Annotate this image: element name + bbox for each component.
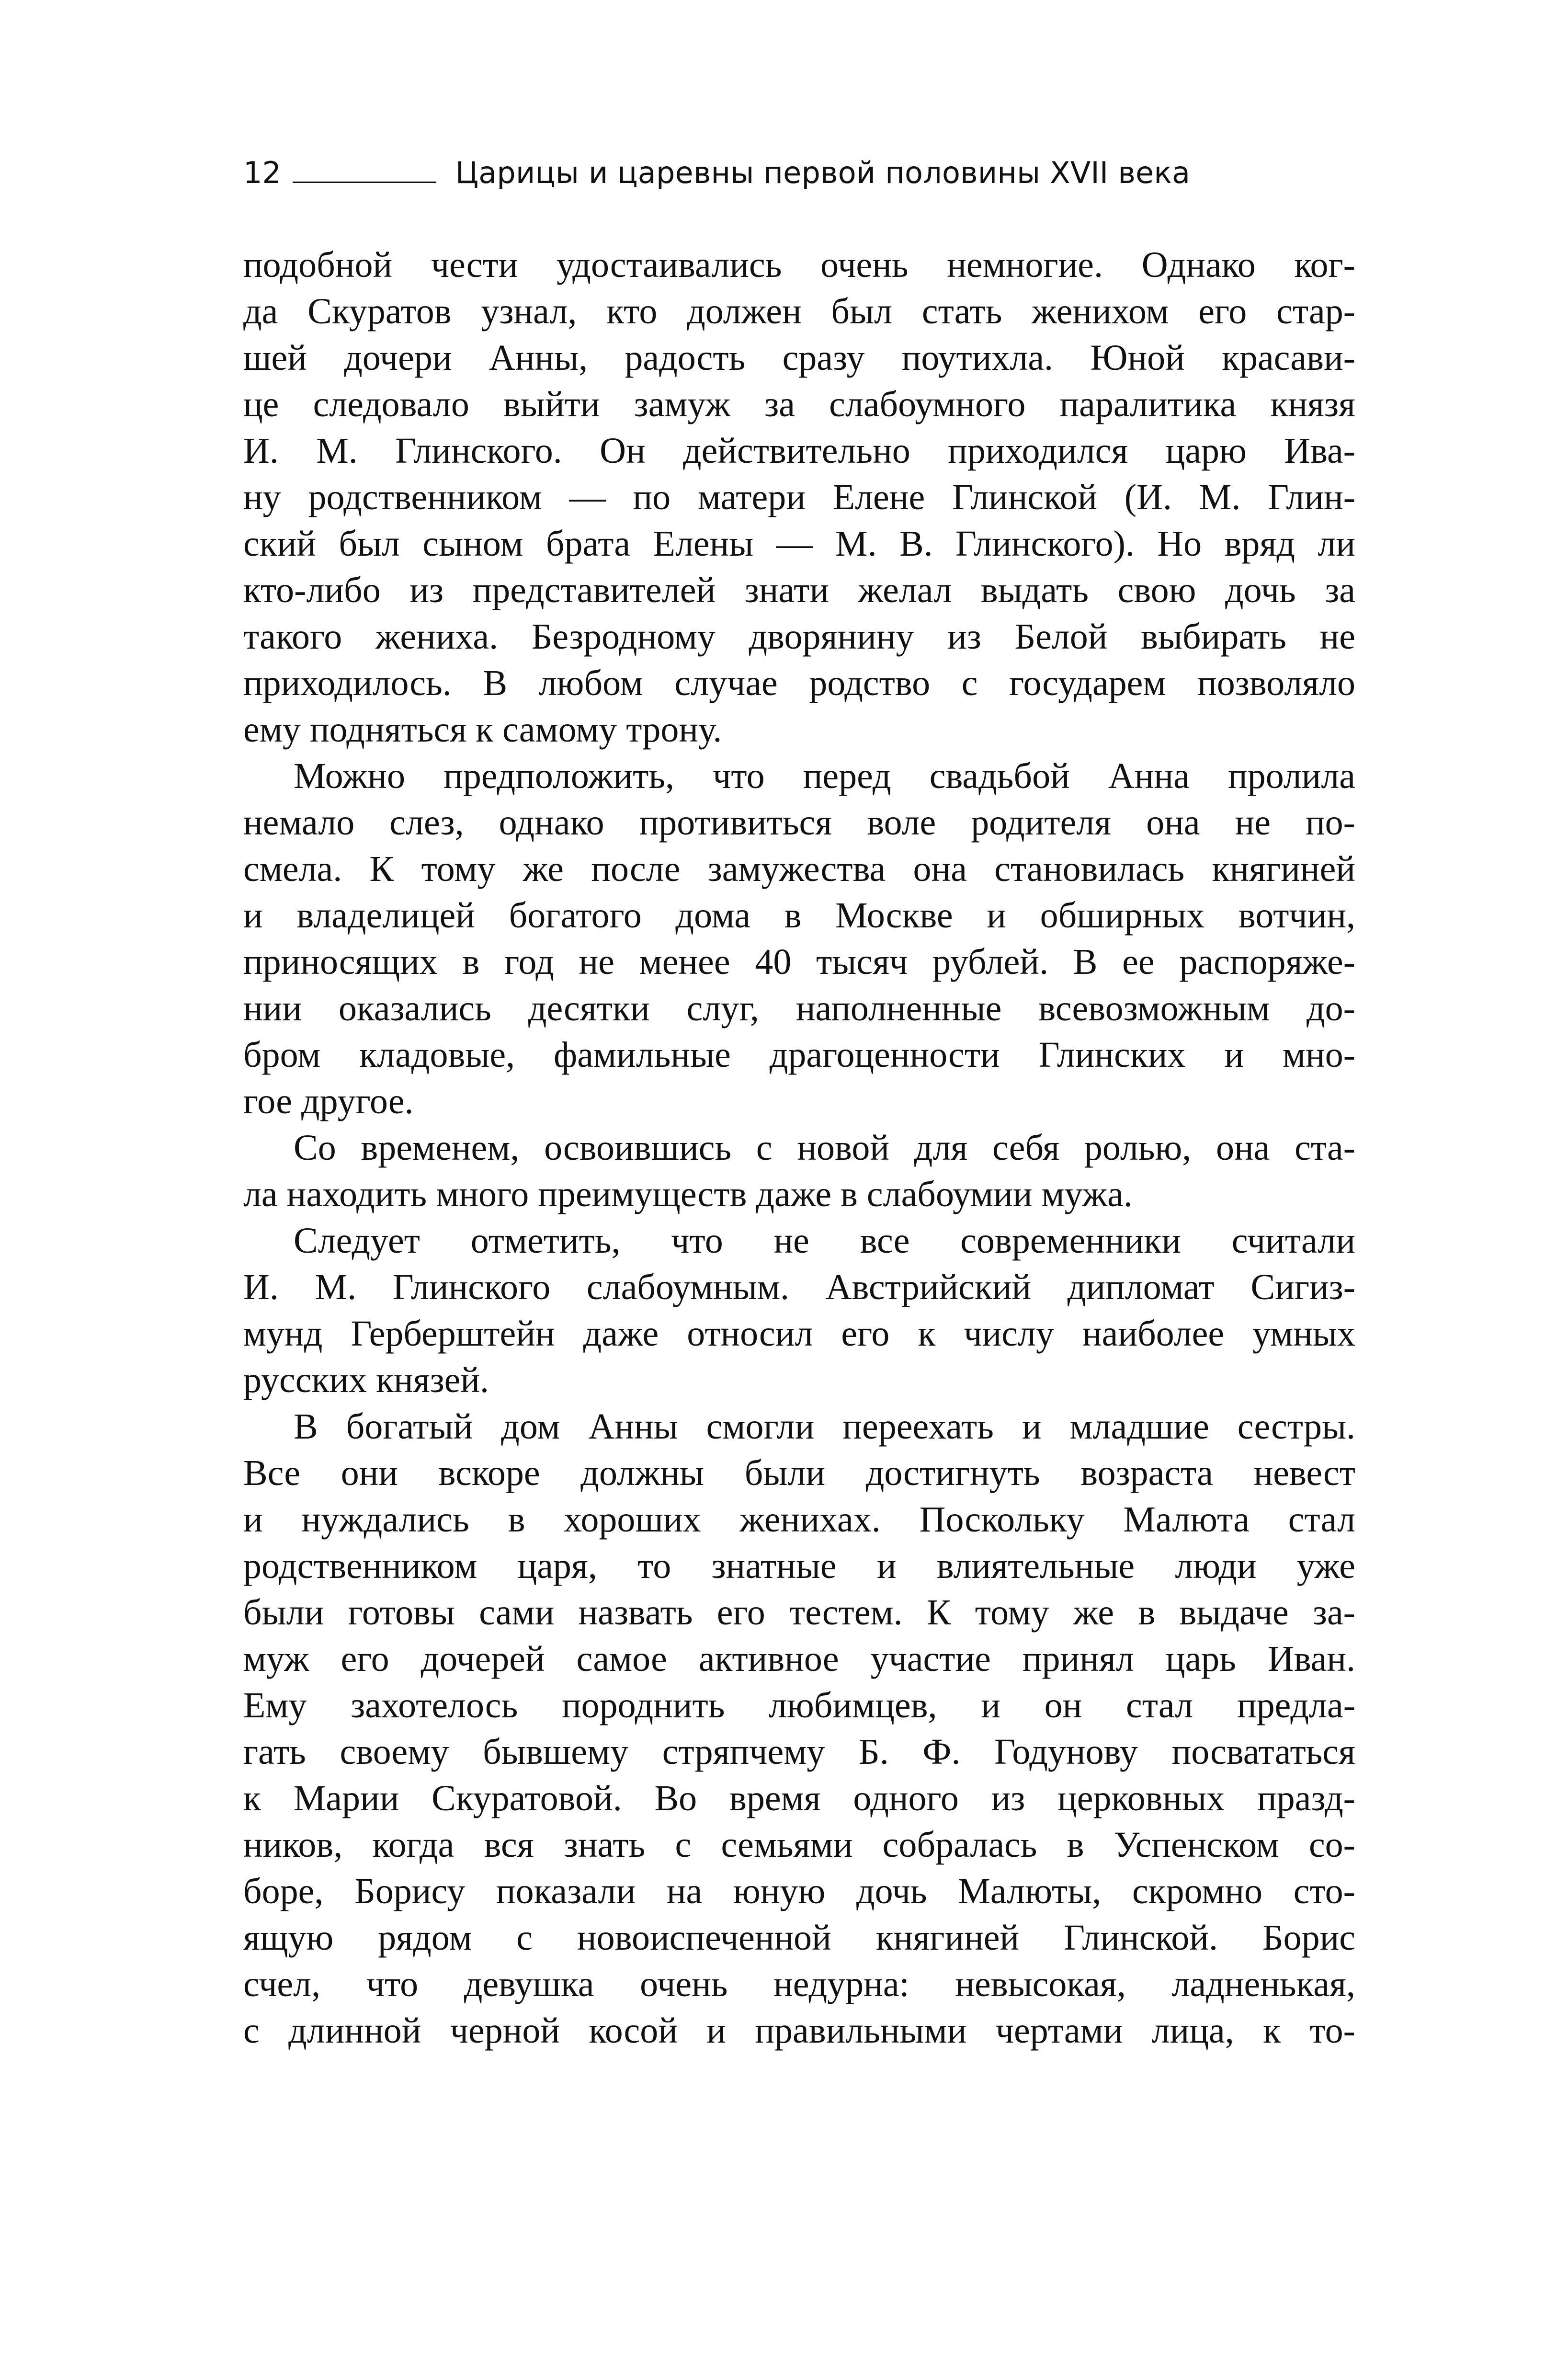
- text-line: нии оказались десятки слуг, наполненные всевозможным до-: [243, 988, 1355, 1028]
- text-line: И. М. Глинского слабоумным. Австрийский дипломат Сигиз-: [243, 1267, 1355, 1307]
- text-line: це следовало выйти замуж за слабоумного паралитика князя: [243, 384, 1355, 424]
- text-line: ему подняться к самому трону.: [243, 709, 722, 750]
- text-line: ящую рядом с новоиспеченной княгиней Глинской. Борис: [243, 1918, 1355, 1958]
- text-line: были готовы сами назвать его тестем. К тому же в выдаче за-: [243, 1592, 1355, 1633]
- header-rule: [293, 182, 436, 183]
- text-line: Следует отметить, что не все современники считали: [294, 1221, 1355, 1261]
- text-line: приносящих в год не менее 40 тысяч рублей. В ее распоряже-: [243, 942, 1355, 982]
- text-line: и владелицей богатого дома в Москве и обширных вотчин,: [243, 895, 1355, 936]
- text-line: Со временем, освоившись с новой для себя ролью, она ста-: [294, 1128, 1355, 1168]
- text-line: Ему захотелось породнить любимцев, и он стал предла-: [243, 1685, 1355, 1725]
- text-line: ну родственником — по матери Елене Глинской (И. М. Глин-: [243, 477, 1355, 517]
- text-line: И. М. Глинского. Он действительно приходился царю Ива-: [243, 431, 1355, 471]
- text-line: и нуждались в хороших женихах. Поскольку Малюта стал: [243, 1499, 1355, 1540]
- text-line: шей дочери Анны, радость сразу поутихла. Юной красави-: [243, 338, 1355, 378]
- text-line: к Марии Скуратовой. Во время одного из церковных празд-: [243, 1778, 1355, 1818]
- text-line: приходилось. В любом случае родство с государем позволяло: [243, 663, 1355, 703]
- text-line: такого жениха. Безродному дворянину из Белой выбирать не: [243, 617, 1355, 657]
- text-line: В богатый дом Анны смогли переехать и младшие сестры.: [294, 1406, 1355, 1447]
- page-number: 12: [243, 155, 281, 190]
- paragraph: [243, 242, 1355, 753]
- running-title: Царицы и царевны первой половины XVII века: [455, 155, 1191, 190]
- paragraph: [243, 1218, 1355, 1404]
- text-line: гое другое.: [243, 1081, 414, 1121]
- text-line: подобной чести удостаивались очень немногие. Однако ког-: [243, 245, 1355, 285]
- text-line: кто-либо из представителей знати желал выдать свою дочь за: [243, 570, 1355, 610]
- text-line: Все они вскоре должны были достигнуть возраста невест: [243, 1453, 1355, 1493]
- text-line: да Скуратов узнал, кто должен был стать женихом его стар-: [243, 291, 1355, 331]
- text-line: Можно предположить, что перед свадьбой Анна пролила: [294, 756, 1355, 796]
- text-line: смела. К тому же после замужества она становилась княгиней: [243, 849, 1355, 889]
- paragraph: [243, 1125, 1355, 1218]
- text-line: родственником царя, то знатные и влиятельные люди уже: [243, 1546, 1355, 1586]
- text-line: боре, Борису показали на юную дочь Малюты, скромно сто-: [243, 1871, 1355, 1911]
- running-header: [243, 149, 1355, 188]
- text-line: бром кладовые, фамильные драгоценности Глинских и мно-: [243, 1035, 1355, 1075]
- text-line: русских князей.: [243, 1360, 489, 1400]
- text-line: ский был сыном брата Елены — М. В. Глинского). Но вряд ли: [243, 524, 1355, 564]
- text-line: ла находить много преимуществ даже в слабоумии мужа.: [243, 1174, 1133, 1214]
- text-line: счел, что девушка очень недурна: невысокая, ладненькая,: [243, 1964, 1355, 2004]
- text-line: муж его дочерей самое активное участие принял царь Иван.: [243, 1639, 1355, 1679]
- text-line: гать своему бывшему стряпчему Б. Ф. Годунову посвататься: [243, 1732, 1355, 1772]
- text-line: немало слез, однако противиться воле родителя она не по-: [243, 802, 1355, 843]
- body-text: [243, 242, 1355, 2054]
- paragraph: [243, 1404, 1355, 2054]
- text-line: мунд Герберштейн даже относил его к числу наиболее умных: [243, 1314, 1355, 1354]
- paragraph: [243, 753, 1355, 1125]
- text-line: с длинной черной косой и правильными чертами лица, к то-: [243, 2011, 1355, 2051]
- text-line: ников, когда вся знать с семьями собралась в Успенском со-: [243, 1825, 1355, 1865]
